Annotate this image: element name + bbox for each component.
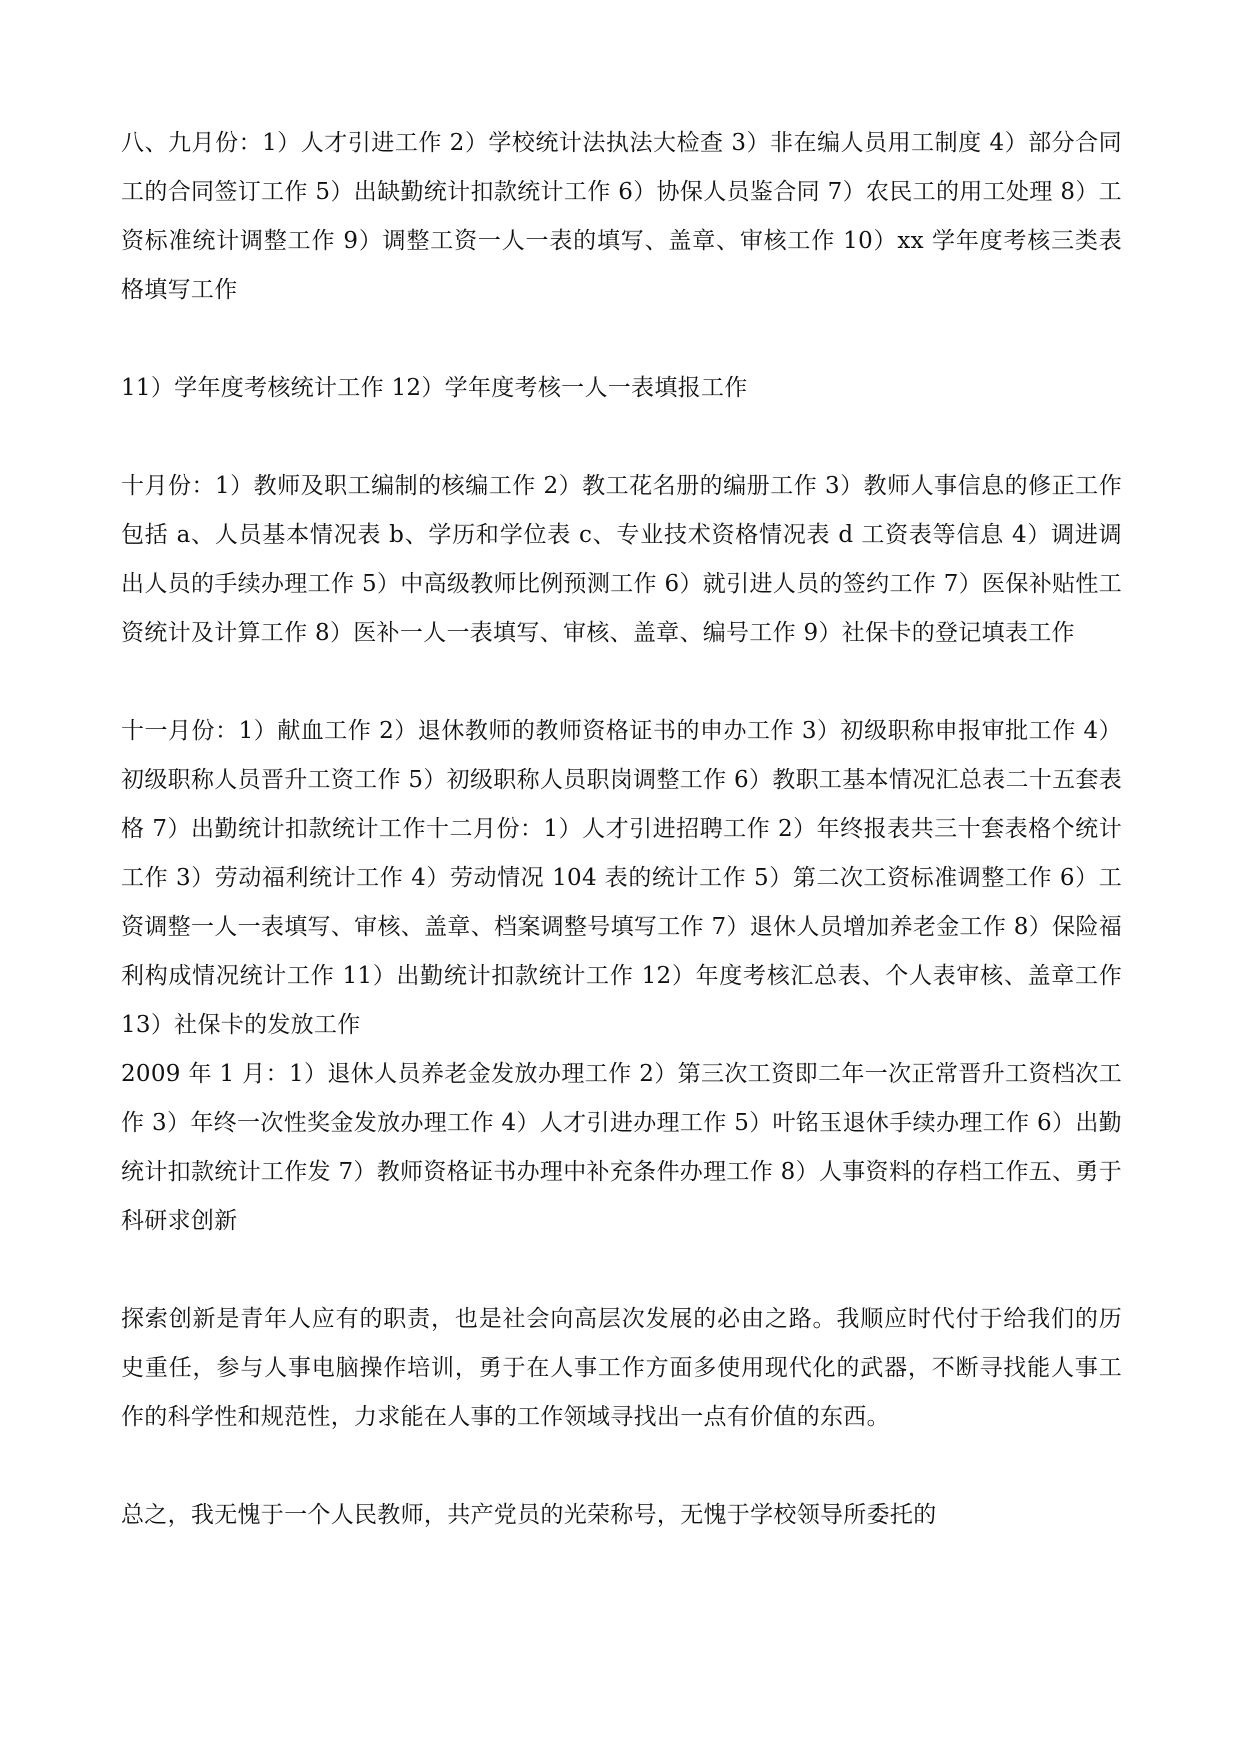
paragraph-conclusion: 总之，我无愧于一个人民教师，共产党员的光荣称号，无愧于学校领导所委托的 <box>121 1502 937 1528</box>
paragraph-innovation: 探索创新是青年人应有的职责，也是社会向高层次发展的必由之路。我顺应时代付于给我们的历史重任，参与人事电脑操作培训，勇于在人事工作方面多使用现代化的武器，不断寻找能人事工作的科学性和规范性，力求能在人事的工作领域寻找出一点有价值的东西。 <box>121 1306 1122 1430</box>
document-body <box>121 119 1122 1540</box>
paragraph-november-december: 十一月份：1）献血工作 2）退休教师的教师资格证书的申办工作 3）初级职称申报审批工作 4）初级职称人员晋升工资工作 5）初级职称人员职岗调整工作 6）教职工基本情况汇总表二十五套表格 7）出勤统计扣款统计工作十二月份：1）人才引进招聘工作 2）年终报表共三十套表格个统计工作 3）劳动福利统计工作 4）劳动情况 104 表的统计工作 5）第二次工资标准调整工作 6）工资调整一人一表填写、审核、盖章、档案调整号填写工作 7）退休人员增加养老金工作 8）保险福利构成情况统计工作 11）出勤统计扣款统计工作 12）年度考核汇总表、个人表审核、盖章工作 13）社保卡的发放工作 <box>121 718 1122 1038</box>
paragraph-january-2009: 2009 年 1 月：1）退休人员养老金发放办理工作 2）第三次工资即二年一次正常晋升工资档次工作 3）年终一次性奖金发放办理工作 4）人才引进办理工作 5）叶铭玉退休手续办理工作 6）出勤统计扣款统计工作发 7）教师资格证书办理中补充条件办理工作 8）人事资料的存档工作五、勇于科研求创新 <box>121 1061 1122 1234</box>
paragraph-october: 十月份：1）教师及职工编制的核编工作 2）教工花名册的编册工作 3）教师人事信息的修正工作包括 a、人员基本情况表 b、学历和学位表 c、专业技术资格情况表 d 工资表等信息 4）调进调出人员的手续办理工作 5）中高级教师比例预测工作 6）就引进人员的签约工作 7）医保补贴性工资统计及计算工作 8）医补一人一表填写、审核、盖章、编号工作 9）社保卡的登记填表工作 <box>121 473 1122 646</box>
paragraph-aug-sep: 八、九月份：1）人才引进工作 2）学校统计法执法大检查 3）非在编人员用工制度 4）部分合同工的合同签订工作 5）出缺勤统计扣款统计工作 6）协保人员鉴合同 7）农民工的用工处理 8）工资标准统计调整工作 9）调整工资一人一表的填写、盖章、审核工作 10）xx 学年度考核三类表格填写工作 <box>121 130 1122 303</box>
paragraph-annual-review: 11）学年度考核统计工作 12）学年度考核一人一表填报工作 <box>121 375 748 401</box>
